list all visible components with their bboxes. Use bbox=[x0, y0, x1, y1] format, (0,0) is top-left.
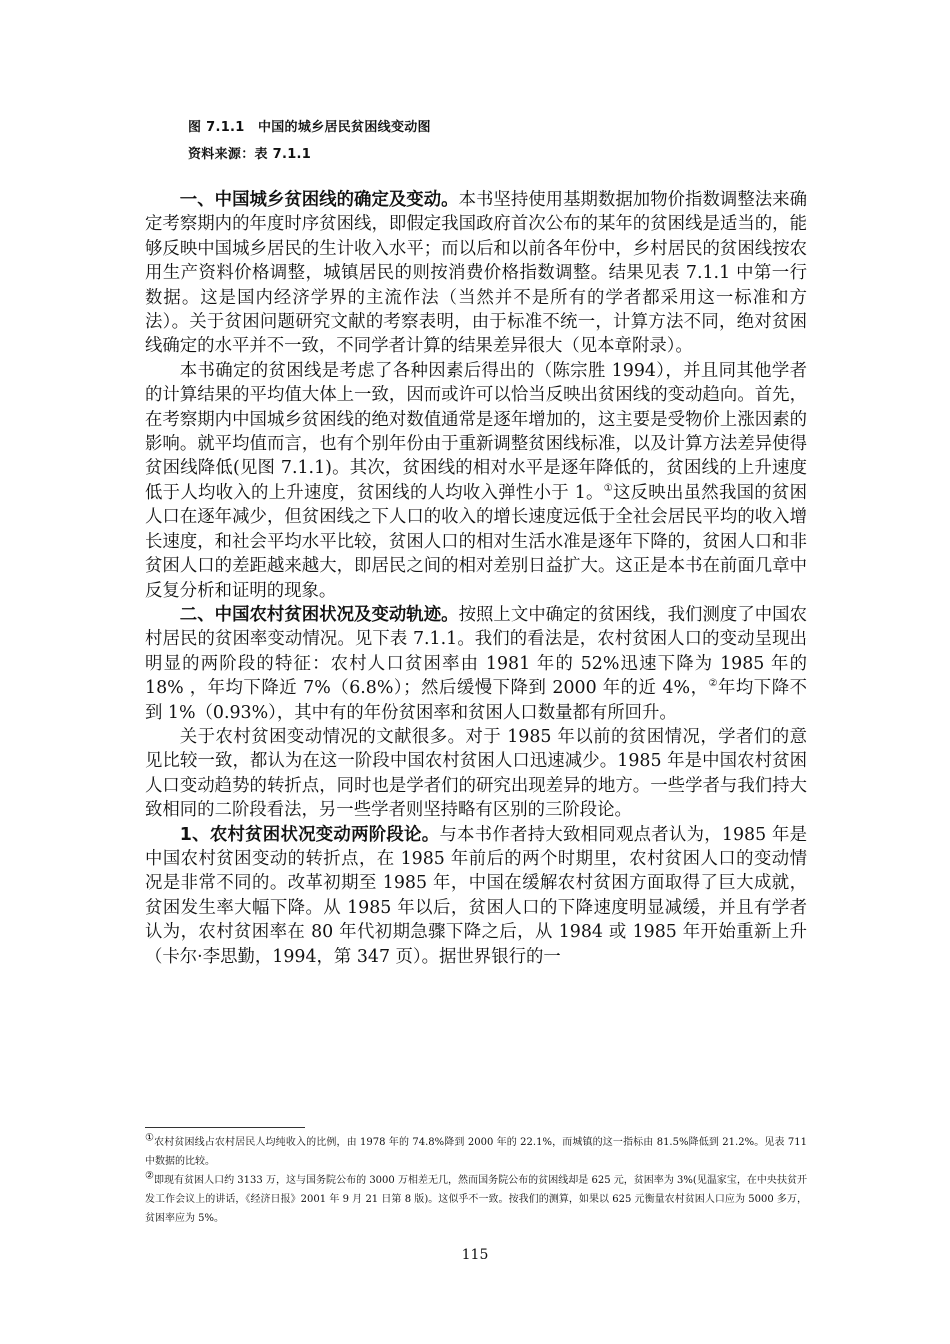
paragraph-3-text-b: 年均下降不到 1%（0.93%），其中有的年份贫困率和贫困人口数量都有所回升。 bbox=[145, 678, 807, 723]
paragraph-3 bbox=[145, 603, 807, 725]
section-heading-1: 一、中国城乡贫困线的确定及变动。 bbox=[179, 190, 459, 210]
paragraph-1 bbox=[145, 188, 807, 359]
paragraph-5 bbox=[145, 823, 807, 969]
paragraph-4 bbox=[145, 725, 807, 823]
footnote-2-text: 即现有贫困人口约 3133 万，这与国务院公布的 3000 万相差无几，然而国务院公布的贫困线却是 625 元，贫困率为 3%(见温家宝，在中央扶贫开发工作会议上的讲话，《经济日报》2001 年 9 月 21 日第 8 版)。这似乎不一致。按我们的测算，如果以 625 元衡量农村贫困人口应为 5000 多万，贫困率应为 5%。 bbox=[145, 1175, 807, 1224]
paragraph-4-text: 关于农村贫困变动情况的文献很多。对于 1985 年以前的贫困情况，学者们的意见比较一致，都认为在这一阶段中国农村贫困人口迅速减少。1985 年是中国农村贫困人口变动趋势的转折点，同时也是学者们的研究出现差异的地方。一些学者与我们持大致相同的二阶段看法，另一些学者则坚持略有区别的三阶段论。 bbox=[145, 726, 807, 821]
footnotes bbox=[145, 1133, 807, 1228]
body-text bbox=[145, 188, 807, 969]
footnote-separator bbox=[145, 1127, 305, 1128]
paragraph-2-text-a: 本书确定的贫困线是考虑了各种因素后得出的（陈宗胜 1994），并且同其他学者的计算结果的平均值大体上一致，因而或许可以恰当反映出贫困线的变动趋向。首先，在考察期内中国城乡贫困线的绝对数值通常是逐年增加的，这主要是受物价上涨因素的影响。就平均值而言，也有个别年份由于重新调整贫困线标准，以及计算方法差异使得贫困线降低(见图 7.1.1)。其次，贫困线的相对水平是逐年降低的，贫困线的上升速度低于人均收入的上升速度，贫困线的人均收入弹性小于 1。 bbox=[145, 360, 807, 503]
footnote-1-mark: ① bbox=[145, 1132, 155, 1144]
subsection-heading-1: 1、农村贫困状况变动两阶段论。 bbox=[179, 824, 440, 845]
paragraph-2-text-b: 这反映出虽然我国的贫困人口在逐年减少，但贫困线之下人口的收入的增长速度远低于全社会居民平均的收入增长速度，和社会平均水平比较，贫困人口的相对生活水准是逐年下降的，贫困人口和非贫困人口的差距越来越大，即居民之间的相对差别日益扩大。这正是本书在前面几章中反复分析和证明的现象。 bbox=[145, 482, 807, 601]
paragraph-1-text: 本书坚持使用基期数据加物价指数调整法来确定考察期内的年度时序贫困线，即假定我国政府首次公布的某年的贫困线是适当的，能够反映中国城乡居民的生计收入水平；而以后和以前各年份中，乡村居民的贫困线按农用生产资料价格调整，城镇居民的则按消费价格指数调整。结果见表 7.1.1 中第一行数据。这是国内经济学界的主流作法（当然并不是所有的学者都采用这一标准和方法）。关于贫困问题研究文献的考察表明，由于标准不统一，计算方法不同，绝对贫困线确定的水平并不一致，不同学者计算的结果差异很大（见本章附录）。 bbox=[145, 190, 807, 357]
figure-source: 资料来源：表 7.1.1 bbox=[188, 147, 312, 162]
footnote-2 bbox=[145, 1171, 807, 1228]
footnote-1 bbox=[145, 1133, 807, 1171]
footnote-2-mark: ② bbox=[145, 1170, 154, 1182]
section-heading-2: 二、中国农村贫困状况及变动轨迹。 bbox=[179, 604, 459, 625]
footnote-ref-2[interactable]: ② bbox=[708, 678, 718, 690]
footnote-ref-1[interactable]: ① bbox=[603, 483, 613, 495]
figure-caption: 图 7.1.1 中国的城乡居民贫困线变动图 bbox=[188, 120, 431, 135]
paragraph-3-text-a: 按照上文中确定的贫困线，我们测度了中国农村居民的贫困率变动情况。见下表 7.1.1。我们的看法是，农村贫困人口的变动呈现出明显的两阶段的特征：农村人口贫困率由 1981 年的 52%迅速下降为 1985 年的 18% ，年均下降近 7%（6.8%）；然后缓慢下降到 2000 年的近 4%， bbox=[145, 604, 807, 699]
paragraph-5-text: 与本书作者持大致相同观点者认为，1985 年是中国农村贫困变动的转折点，在 1985 年前后的两个时期里，农村贫困人口的变动情况是非常不同的。改革初期至 1985 年，中国在缓解农村贫困方面取得了巨大成就，贫困发生率大幅下降。从 1985 年以后，贫困人口的下降速度明显减缓，并且有学者认为，农村贫困率在 80 年代初期急骤下降之后，从 1984 或 1985 年开始重新上升（卡尔·李思勤，1994，第 347 页）。据世界银行的一 bbox=[145, 824, 807, 967]
footnote-1-text: 农村贫困线占农村居民人均纯收入的比例，由 1978 年的 74.8%降到 2000 年的 22.1%，而城镇的这一指标由 81.5%降低到 21.2%。见表 711 中数据的比较。 bbox=[145, 1137, 808, 1167]
paragraph-2 bbox=[145, 359, 807, 603]
page-number: 115 bbox=[461, 1247, 489, 1263]
